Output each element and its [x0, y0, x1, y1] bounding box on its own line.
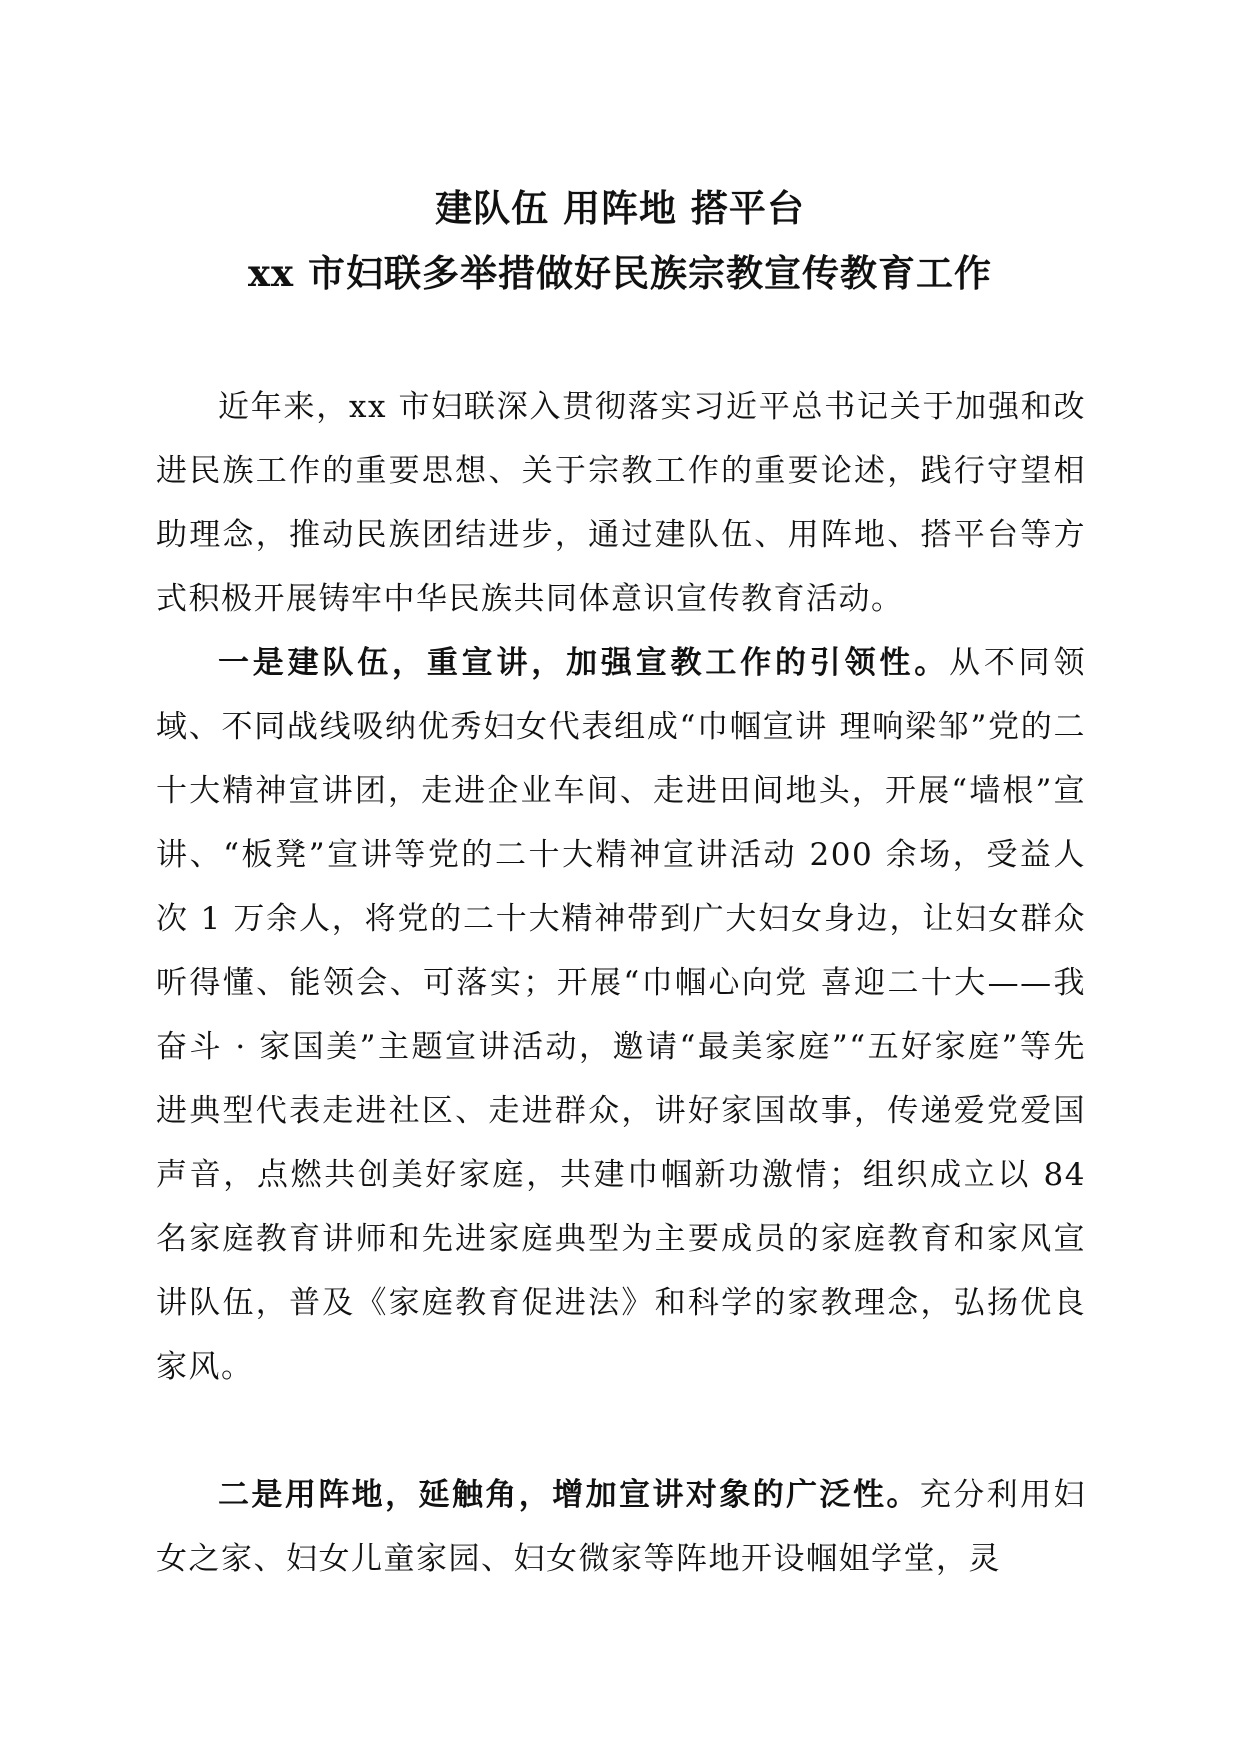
paragraph-positions — [156, 1463, 1086, 1591]
document-subtitle: xx 市妇联多举措做好民族宗教宣传教育工作 — [248, 251, 992, 295]
paragraph-lead: 二是用阵地，延触角，增加宣讲对象的广泛性。 — [218, 1477, 920, 1513]
paragraph-team-building — [156, 631, 1086, 1399]
paragraph-text: 从不同领域、不同战线吸纳优秀妇女代表组成“巾帼宣讲 理响梁邹”党的二十大精神宣讲团，走进企业车间、走进田间地头，开展“墙根”宣讲、“板凳”宣讲等党的二十大精神宣讲活动 200 余场，受益人次 1 万余人，将党的二十大精神带到广大妇女身边，让妇女群众听得懂、能领会、可落实；开展“巾帼心向党 喜迎二十大——我奋斗 · 家国美”主题宣讲活动，邀请“最美家庭”“五好家庭”等先进典型代表走进社区、走进群众，讲好家国故事，传递爱党爱国声音，点燃共创美好家庭，共建巾帼新功激情；组织成立以 84 名家庭教育讲师和先进家庭典型为主要成员的家庭教育和家风宣讲队伍，普及《家庭教育促进法》和科学的家教理念，弘扬优良家风。 — [156, 645, 1086, 1385]
paragraph-text: 充分利用妇女之家、妇女儿童家园、妇女微家等阵地开设帼姐学堂，灵 — [156, 1477, 1087, 1577]
paragraph-text: 近年来，xx 市妇联深入贯彻落实习近平总书记关于加强和改进民族工作的重要思想、关于宗教工作的重要论述，践行守望相助理念，推动民族团结进步，通过建队伍、用阵地、搭平台等方式积极开展铸牢中华民族共同体意识宣传教育活动。 — [156, 389, 1086, 617]
paragraph-lead: 一是建队伍，重宣讲，加强宣教工作的引领性。 — [218, 645, 950, 681]
document-title: 建队伍 用阵地 搭平台 — [435, 186, 805, 230]
paragraph-intro — [156, 375, 1086, 631]
